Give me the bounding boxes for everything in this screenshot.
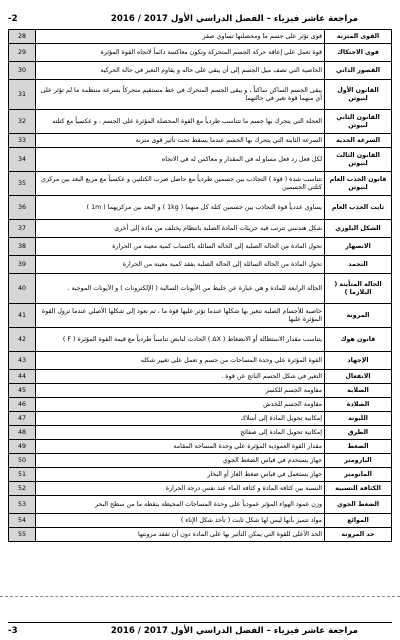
term-cell: القانون الأول لنيوتن [325,80,392,110]
term-cell: الانصهار [325,238,392,256]
question-number: 53 [9,496,36,514]
question-number: 40 [9,274,36,304]
term-cell: الطرق [325,426,392,440]
definition-cell: قوى تؤثر على جسم ما ومحصلتها تساوي صفر [36,30,325,44]
definition-cell: يبقى الجسم الساكن ساكناً ، و يبقى الجسم المتحرك في خط مستقيم متحركاً بسرعة منتظمة ما لم تؤثر على أي منهما قوة تغير في حالتهما [36,80,325,110]
definition-cell: شكل هندسي تترتب فيه جزيئات المادة الصلبة بانتظام يختلف من مادة إلى أخرى [36,220,325,238]
definition-cell: مقاومة الجسم للخدش [36,398,325,412]
table-row [9,274,392,304]
table-row [9,468,392,482]
term-cell: الشكل البلوري [325,220,392,238]
definition-cell: لكل فعل رد فعل مساو له في المقدار و معاكس له في الاتجاه [36,148,325,172]
definition-cell: خاصية للأجسام الصلبة تتغير بها شكلها عندما تؤثر عليها قوة ما ، ثم تعود إلى شكلها الأصلي عندما تزول القوة المؤثرة عليها [36,304,325,328]
term-cell: الليونة [325,412,392,426]
definition-cell: الحد الأعلى للقوة التي يمكن التأثير بها على المادة دون أن تفقد مرونتها [36,528,325,542]
question-number: 39 [9,256,36,274]
definition-cell: مقدار القوة العمودية المؤثرة على وحدة المساحة المقامة [36,440,325,454]
definition-cell: جهاز يستخدم في قياس الضغط الجوي [36,454,325,468]
question-number: 34 [9,148,36,172]
definition-cell: تحول المادة من الحالة السائلة إلى الحالة الصلبة بفقد كمية معينة من الحرارة [36,256,325,274]
definition-cell: إمكانية تحويل المادة إلى أسلاك [36,412,325,426]
table-row [9,30,392,44]
definition-cell: مقاومة الجسم للكسر [36,384,325,398]
question-number: 55 [9,528,36,542]
question-number: 35 [9,172,36,196]
term-cell: ثابت الجذب العام [325,196,392,220]
term-cell: الإجهاد [325,352,392,370]
term-cell: قوى الاحتكاك [325,44,392,62]
next-page-title: مراجعة عاشر فيزياء – الفصل الدراسي الأول 2017 / 2016 [110,626,358,636]
table-row [9,80,392,110]
question-number: 42 [9,328,36,352]
next-page-header [8,622,392,637]
table-row [9,62,392,80]
question-number: 36 [9,196,36,220]
term-cell: البارومتر [325,454,392,468]
definition-cell: تحول المادة من الحالة الصلبة إلى الحالة السائلة باكتساب كمية معينة من الحرارة [36,238,325,256]
definition-cell: التغير في شكل الجسم الناتج عن قوة . [36,370,325,384]
definition-cell: الخاصية التي تصف ميل الجسم إلى أن يبقى على حاله و يقاوم التغير في حالة الحركية [36,62,325,80]
table-row [9,172,392,196]
table-row [9,352,392,370]
question-number: 45 [9,384,36,398]
question-number: 29 [9,44,36,62]
question-number: 47 [9,412,36,426]
definition-cell: السرعة الثابتة التي يتحرك بها الجسم عندما يسقط تحت تأثير قوى متزنة [36,134,325,148]
question-number: 46 [9,398,36,412]
table-row [9,220,392,238]
question-number: 41 [9,304,36,328]
table-row [9,528,392,542]
term-cell: الحالة المتأينة ( البلازما ) [325,274,392,304]
table-row [9,110,392,134]
term-cell: المانومتر [325,468,392,482]
question-number: 49 [9,440,36,454]
definition-cell: إمكانية تحويل المادة إلى صفائح [36,426,325,440]
question-number: 48 [9,426,36,440]
question-number: 54 [9,514,36,528]
term-cell: الانفعال [325,370,392,384]
term-cell: الكثافة النسبية [325,482,392,496]
question-number: 50 [9,454,36,468]
table-row [9,238,392,256]
definition-cell: العجلة التي يتحرك بها جسم ما تتناسب طردياً مع القوة المحصلة المؤثرة على الجسم ، و عكسياً مع كتلته [36,110,325,134]
question-number: 31 [9,80,36,110]
question-number: 33 [9,134,36,148]
table-row [9,482,392,496]
table-row [9,426,392,440]
table-row [9,454,392,468]
page-title: مراجعة عاشر فيزياء – الفصل الدراسي الأول 2017 / 2016 [110,14,358,24]
table-row [9,514,392,528]
question-number: 37 [9,220,36,238]
term-cell: الموائع [325,514,392,528]
table-row [9,398,392,412]
definition-cell: يتناسب مقدار الاستطالة أو الانضغاط ( ΔX ) الحادث لنابض تناسباً طردياً مع قيمة القوة المؤثرة ( F ) [36,328,325,352]
question-number: 28 [9,30,36,44]
term-cell: قانون هوك [325,328,392,352]
question-number: 43 [9,352,36,370]
term-cell: الضغط الجوي [325,496,392,514]
question-number: 52 [9,482,36,496]
table-row [9,196,392,220]
definition-cell: القوة المؤثرة على وحدة المساحات من جسم و تعمل على تغيير شكله [36,352,325,370]
page-number: -2 [8,14,18,24]
question-number: 51 [9,468,36,482]
table-row [9,496,392,514]
term-cell: القوى المتزنة [325,30,392,44]
page-divider [0,596,400,597]
question-number: 38 [9,238,36,256]
table-row [9,440,392,454]
table-row [9,44,392,62]
definition-cell: النسبة بين كثافة المادة و كثافة الماء عند نفس درجة الحرارة [36,482,325,496]
term-cell: القانون الثاني لنيوتن [325,110,392,134]
term-cell: الصلابة [325,384,392,398]
definition-cell: وزن عمود الهواء المؤثر عمودياً على وحدة المساحات المحيطة بنقطة ما من سطح البحر [36,496,325,514]
next-page-number: -3 [8,626,18,636]
definition-cell: جهاز يستعمل في قياس ضغط الغاز أو البخار [36,468,325,482]
term-cell: المرونة [325,304,392,328]
definition-cell: مواد تتميز بأنها ليس لها شكل ثابت ( تأخذ شكل الإناء ) [36,514,325,528]
definition-cell: تتناسب شدة ( قوة ) التجاذب بين جسمين طردياً مع حاصل ضرب الكتلتين و عكسياً مع مربع البعد بين مركزي كتلتي الجسمين [36,172,325,196]
term-cell: القانون الثالث لنيوتن [325,148,392,172]
definition-cell: يساوي عددياً قوة التجاذب بين جسمين كتلة كل منهما ( 1kg ) و البعد بين مركزيهما ( 1m ) [36,196,325,220]
table-row [9,328,392,352]
question-number: 32 [9,110,36,134]
term-cell: الصلادة [325,398,392,412]
table-row [9,134,392,148]
term-cell: السرعة الحدية [325,134,392,148]
term-cell: حد المرونة [325,528,392,542]
term-cell: قانون الجذب العام لنيوتن [325,172,392,196]
page-header [8,14,392,27]
term-cell: التجمد [325,256,392,274]
table-row [9,256,392,274]
table-row [9,370,392,384]
definition-cell: الحالة الرابعة للمادة و هي عبارة عن خليط من الأيونات السالبة ( الإلكترونات ) و الأيونات الموجبة . [36,274,325,304]
term-cell: القصور الذاتي [325,62,392,80]
definition-cell: قوة تعمل على إعاقة حركة الجسم المتحركة وتكون معاكسة دائماً لاتجاه القوة المؤثرة [36,44,325,62]
table-row [9,412,392,426]
table-row [9,384,392,398]
glossary-table [8,29,392,542]
term-cell: الضغط [325,440,392,454]
table-row [9,148,392,172]
table-row [9,304,392,328]
question-number: 44 [9,370,36,384]
question-number: 30 [9,62,36,80]
